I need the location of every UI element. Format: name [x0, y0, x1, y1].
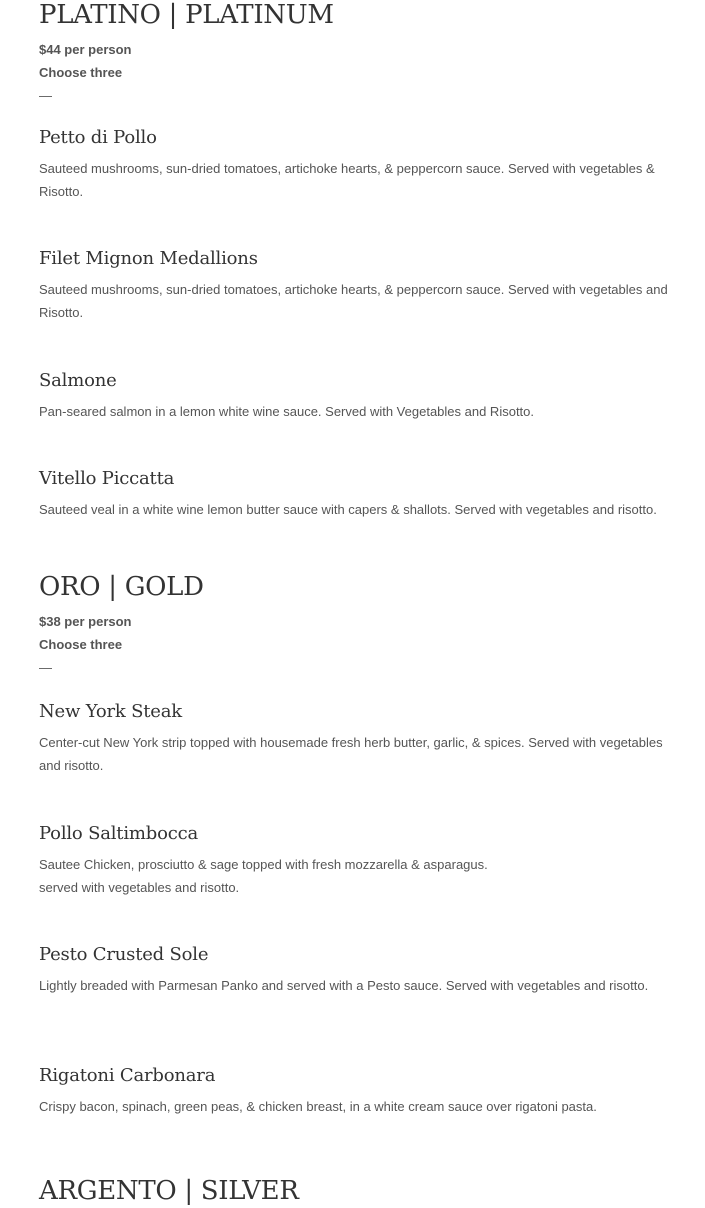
dish-description: Sauteed veal in a white wine lemon butter sauce with capers & shallots. Served with vegetables and risotto.: [39, 502, 657, 517]
dish-description: Lightly breaded with Parmesan Panko and served with a Pesto sauce. Served with vegetables and risotto.: [39, 978, 649, 993]
dish-description: Crispy bacon, spinach, green peas, & chicken breast, in a white cream sauce over rigatoni pasta.: [39, 1099, 597, 1114]
dish-name: Rigatoni Carbonara: [39, 1065, 216, 1086]
divider-platinum: —: [39, 88, 52, 103]
section-title-silver: ARGENTO | SILVER: [39, 1176, 299, 1206]
dish-name: Pollo Saltimbocca: [39, 823, 199, 844]
dish-description: Center-cut New York strip topped with housemade fresh herb butter, garlic, & spices. Served with vegetables and risotto.: [39, 735, 663, 773]
dish-name: Pesto Crusted Sole: [39, 944, 209, 965]
dish-description: Sautee Chicken, prosciutto & sage topped with fresh mozzarella & asparagus.: [39, 857, 488, 872]
choose-gold: Choose three: [39, 637, 123, 652]
dish-description: Pan-seared salmon in a lemon white wine sauce. Served with Vegetables and Risotto.: [39, 404, 535, 419]
dish-description: Sauteed mushrooms, sun-dried tomatoes, artichoke hearts, & peppercorn sauce. Served with vegetables & Risotto.: [39, 161, 655, 199]
section-title-gold: ORO | GOLD: [39, 572, 204, 602]
price-platinum: $44 per person: [39, 42, 132, 57]
dish-name: Salmone: [39, 370, 117, 391]
dish-name: Petto di Pollo: [39, 127, 157, 148]
dish-description-line2: served with vegetables and risotto.: [39, 880, 240, 895]
dish-name: Filet Mignon Medallions: [39, 248, 258, 269]
section-title-platinum: PLATINO | PLATINUM: [39, 0, 334, 30]
dish-name: Vitello Piccatta: [39, 468, 175, 489]
dish-description: Sauteed mushrooms, sun-dried tomatoes, artichoke hearts, & peppercorn sauce. Served with vegetables and Risotto.: [39, 282, 668, 320]
price-gold: $38 per person: [39, 614, 132, 629]
dish-name: New York Steak: [39, 701, 182, 722]
choose-platinum: Choose three: [39, 65, 123, 80]
divider-gold: —: [39, 660, 52, 675]
